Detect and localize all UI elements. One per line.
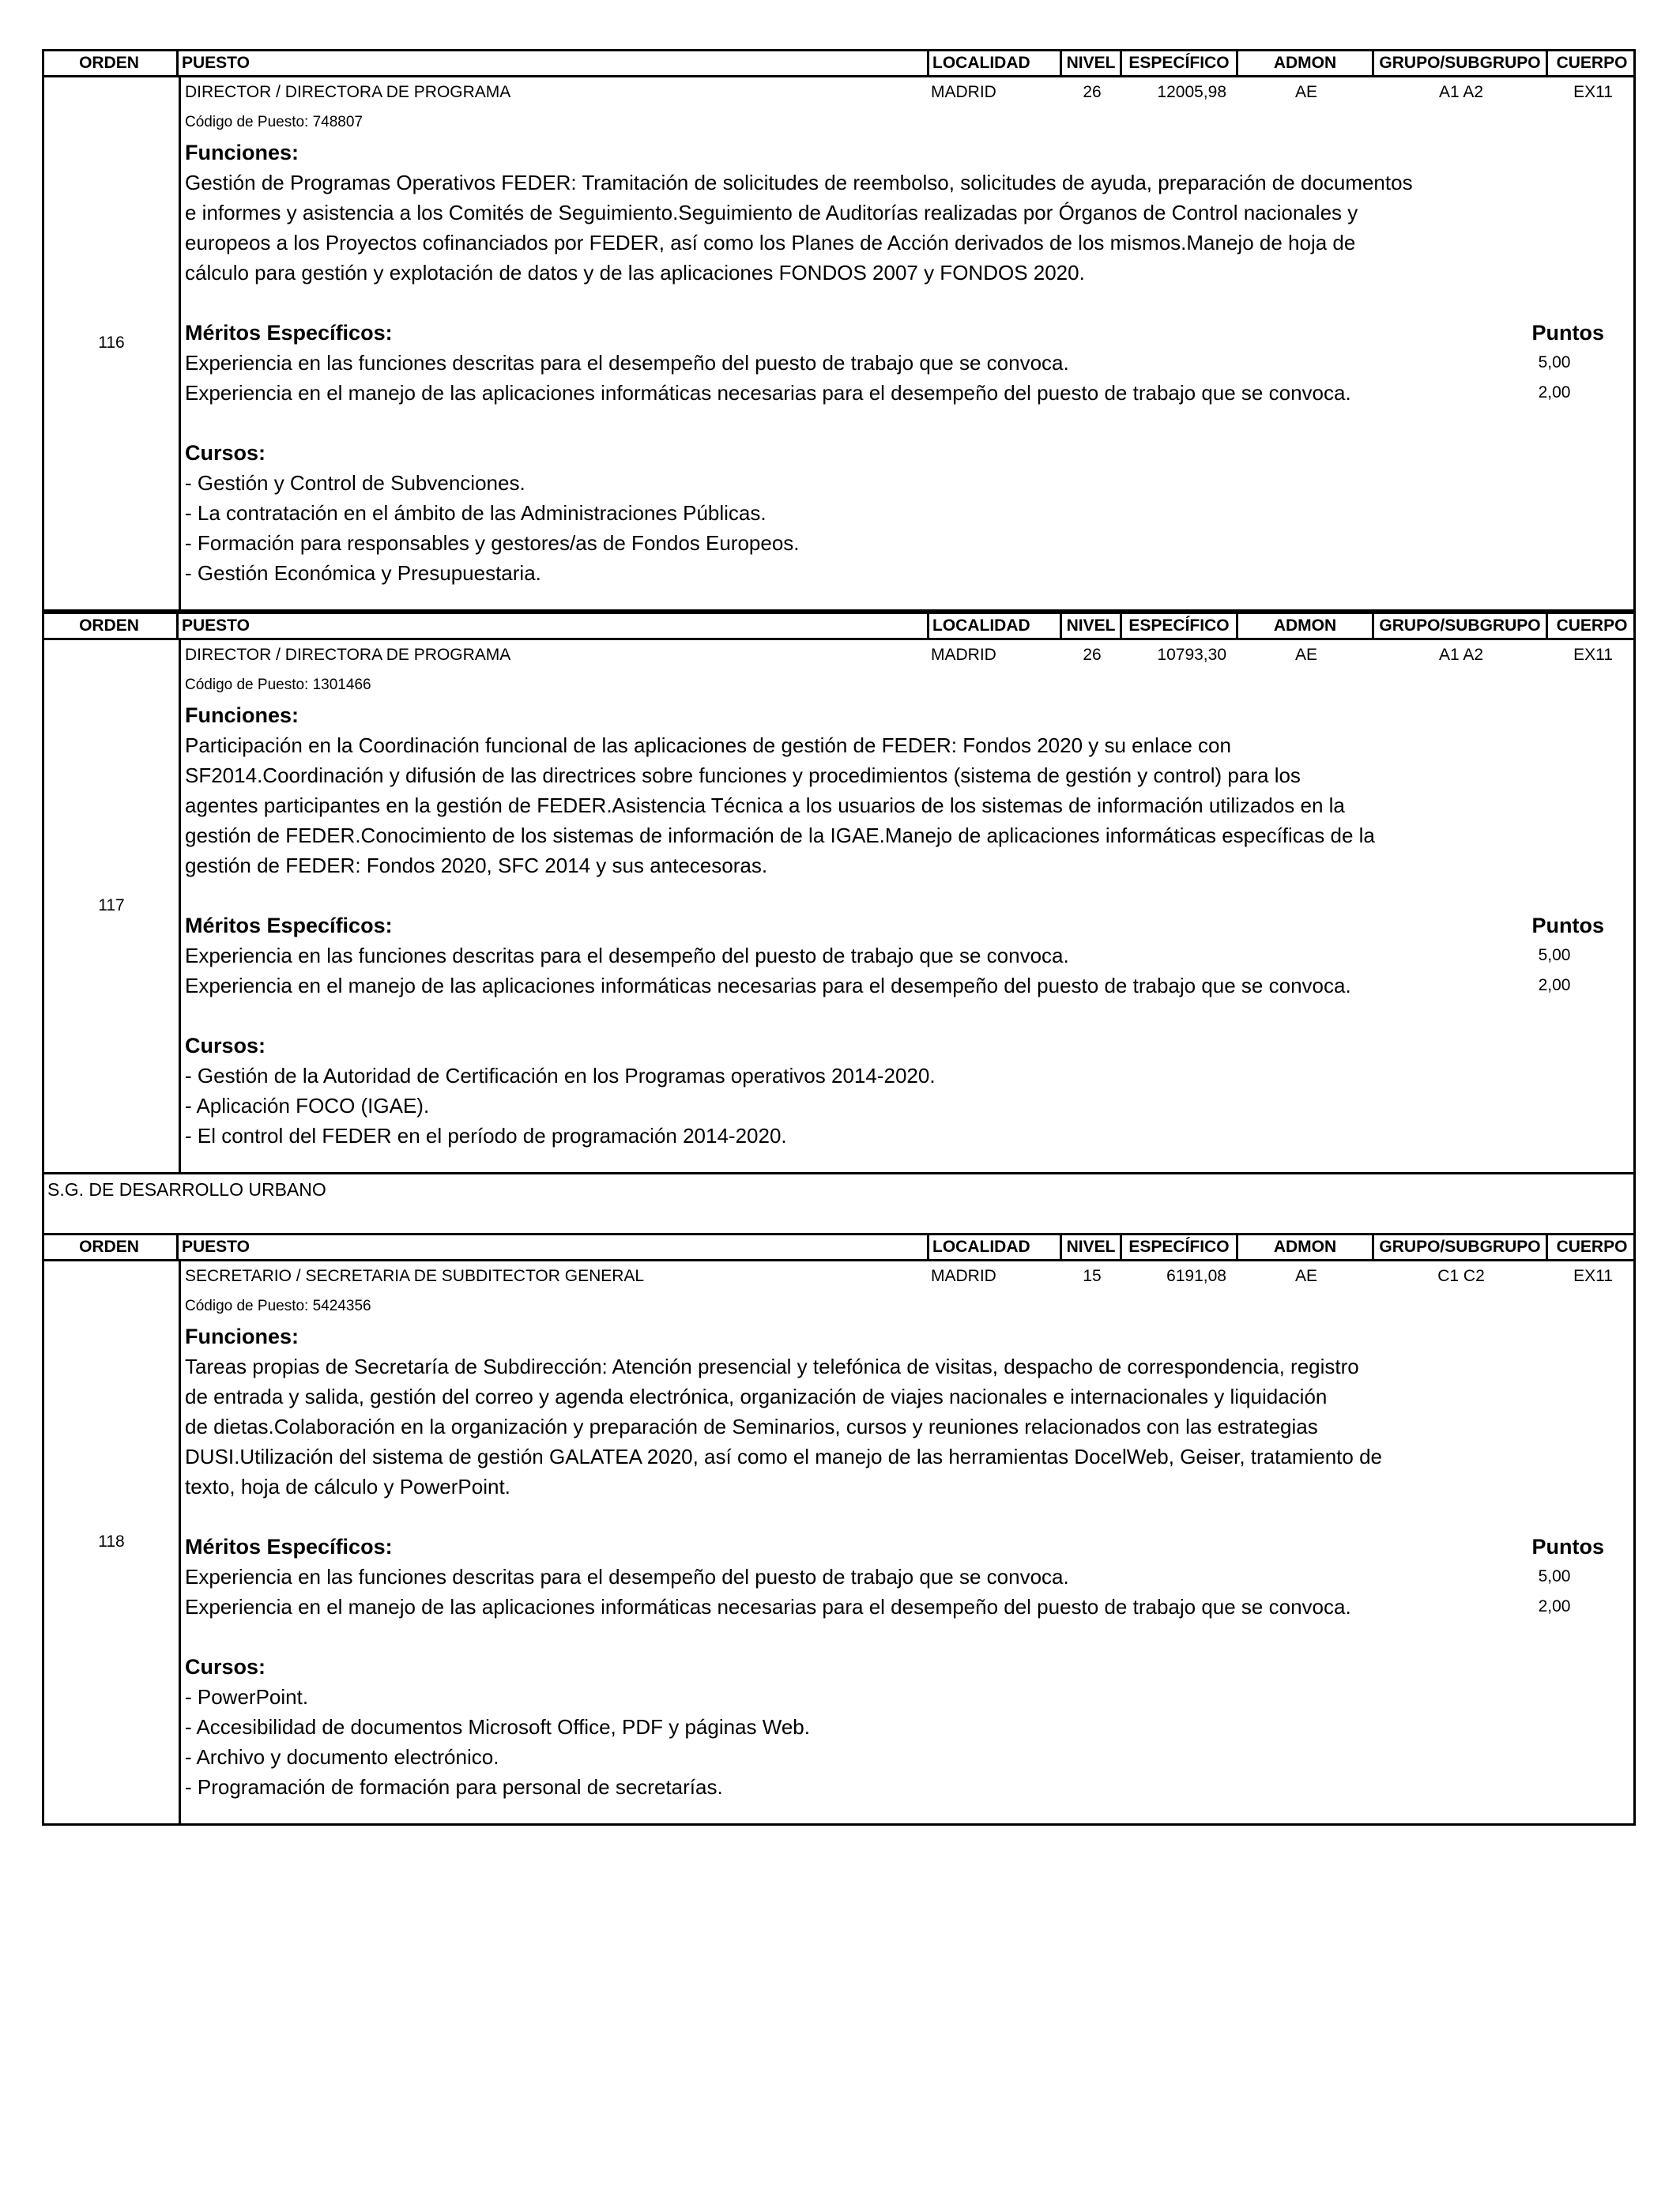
job-code: Código de Puesto: 748807 (185, 114, 363, 130)
job-nivel: 15 (1083, 1267, 1102, 1285)
puntos-heading: Puntos (1531, 1535, 1604, 1559)
header-grupo: GRUPO/SUBGRUPO (1372, 1235, 1546, 1259)
job-admon: AE (1294, 646, 1317, 664)
header-especifico: ESPECÍFICO (1120, 614, 1236, 638)
funciones-line: Gestión de Programas Operativos FEDER: Tramitación de solicitudes de reembolso, solicitudes de ayuda, preparación de documentos (185, 171, 1413, 194)
table-header (42, 49, 1636, 77)
job-localidad: MADRID (931, 1267, 996, 1285)
meritos-title: Méritos Específicos: (185, 321, 393, 345)
job-code: Código de Puesto: 1301466 (185, 677, 371, 693)
merito-points: 2,00 (1538, 976, 1571, 994)
funciones-heading: Funciones: (185, 1325, 299, 1348)
cursos-heading: Cursos: (185, 441, 266, 465)
curso-item: - Gestión y Control de Subvenciones. (185, 471, 525, 495)
column-divider (179, 1261, 181, 1823)
merito-row (185, 1562, 1633, 1592)
job-summary-row (185, 77, 1633, 107)
curso-item: - Aplicación FOCO (IGAE). (185, 1094, 430, 1118)
spacer (185, 1001, 1633, 1031)
funciones-line: de dietas.Colaboración en la organización y preparación de Seminarios, cursos y reuniones relacionados con las estrategias (185, 1415, 1318, 1438)
job-grupo: C1 C2 (1437, 1267, 1485, 1285)
job-especifico: 12005,98 (1157, 83, 1226, 101)
job-content (185, 77, 1633, 612)
funciones-line: europeos a los Proyectos cofinanciados por FEDER, así como los Planes de Acción derivados de los mismos.Manejo de hoja de (185, 231, 1356, 254)
spacer (185, 880, 1633, 910)
orden-number: 117 (98, 896, 125, 914)
header-nivel: NIVEL (1060, 1235, 1120, 1259)
job-especifico: 10793,30 (1157, 646, 1226, 664)
orden-number: 116 (98, 334, 125, 352)
header-admon: ADMON (1236, 51, 1372, 75)
header-localidad: LOCALIDAD (927, 1235, 1063, 1259)
funciones-line: Tareas propias de Secretaría de Subdirección: Atención presencial y telefónica de visitas, despacho de correspondencia, registro (185, 1355, 1359, 1378)
merito-text: Experiencia en el manejo de las aplicaciones informáticas necesarias para el desempeño del puesto de trabajo que se convoca. (185, 1595, 1351, 1619)
curso-item: - Programación de formación para personal de secretarías. (185, 1775, 723, 1799)
funciones-line: agentes participantes en la gestión de FEDER.Asistencia Técnica a los usuarios de los sistemas de información utilizados en la (185, 794, 1345, 817)
meritos-heading (185, 910, 1633, 941)
header-grupo: GRUPO/SUBGRUPO (1372, 614, 1546, 638)
job-nivel: 26 (1083, 646, 1102, 664)
header-admon: ADMON (1236, 614, 1372, 638)
curso-item: - Formación para responsables y gestores/as de Fondos Europeos. (185, 531, 800, 555)
curso-item: - PowerPoint. (185, 1685, 309, 1709)
job-content (185, 1261, 1633, 1826)
merito-points: 5,00 (1538, 946, 1571, 964)
job-entry (42, 77, 1636, 612)
spacer (185, 1622, 1633, 1652)
header-localidad: LOCALIDAD (927, 51, 1063, 75)
curso-item: - Archivo y documento electrónico. (185, 1745, 499, 1769)
merito-row (185, 378, 1633, 408)
funciones-heading: Funciones: (185, 703, 299, 727)
funciones-line: Participación en la Coordinación funcional de las aplicaciones de gestión de FEDER: Fondos 2020 y su enlace con (185, 733, 1231, 757)
header-orden: ORDEN (79, 616, 139, 635)
curso-item: - El control del FEDER en el período de programación 2014-2020. (185, 1124, 787, 1148)
job-entry (42, 640, 1636, 1174)
job-localidad: MADRID (931, 83, 996, 101)
job-admon: AE (1294, 1267, 1317, 1285)
job-puesto: SECRETARIO / SECRETARIA DE SUBDITECTOR GENERAL (185, 1267, 645, 1285)
meritos-heading (185, 1532, 1633, 1562)
funciones-line: cálculo para gestión y explotación de datos y de las aplicaciones FONDOS 2007 y FONDOS 2020. (185, 261, 1085, 285)
job-admon: AE (1294, 83, 1317, 101)
merito-row (185, 348, 1633, 378)
funciones-heading: Funciones: (185, 141, 299, 164)
header-puesto: PUESTO (176, 51, 930, 75)
merito-row (185, 941, 1633, 971)
header-grupo: GRUPO/SUBGRUPO (1372, 51, 1546, 75)
column-divider (179, 77, 181, 609)
job-cuerpo: EX11 (1573, 646, 1613, 664)
job-code: Código de Puesto: 5424356 (185, 1298, 371, 1314)
header-nivel: NIVEL (1060, 614, 1120, 638)
header-cuerpo: CUERPO (1546, 614, 1636, 638)
header-especifico: ESPECÍFICO (1120, 1235, 1236, 1259)
curso-item: - Gestión Económica y Presupuestaria. (185, 561, 541, 585)
funciones-line: DUSI.Utilización del sistema de gestión GALATEA 2020, así como el manejo de las herramientas DocelWeb, Geiser, tratamiento de (185, 1445, 1382, 1468)
merito-row (185, 971, 1633, 1001)
merito-points: 2,00 (1538, 1597, 1571, 1615)
puntos-heading: Puntos (1531, 321, 1604, 345)
job-summary-row (185, 640, 1633, 670)
merito-text: Experiencia en las funciones descritas para el desempeño del puesto de trabajo que se convoca. (185, 944, 1069, 967)
curso-item: - Accesibilidad de documentos Microsoft Office, PDF y páginas Web. (185, 1715, 810, 1739)
meritos-title: Méritos Específicos: (185, 914, 393, 937)
meritos-heading (185, 318, 1633, 348)
spacer (185, 1502, 1633, 1532)
merito-text: Experiencia en el manejo de las aplicaciones informáticas necesarias para el desempeño del puesto de trabajo que se convoca. (185, 974, 1351, 997)
job-cuerpo: EX11 (1573, 83, 1613, 101)
merito-text: Experiencia en el manejo de las aplicaciones informáticas necesarias para el desempeño del puesto de trabajo que se convoca. (185, 381, 1351, 405)
merito-text: Experiencia en las funciones descritas para el desempeño del puesto de trabajo que se convoca. (185, 1565, 1069, 1589)
document-page (42, 49, 1636, 1826)
job-localidad: MADRID (931, 646, 996, 664)
funciones-line: texto, hoja de cálculo y PowerPoint. (185, 1475, 510, 1498)
merito-text: Experiencia en las funciones descritas para el desempeño del puesto de trabajo que se convoca. (185, 351, 1069, 375)
job-cuerpo: EX11 (1573, 1267, 1613, 1285)
header-admon: ADMON (1236, 1235, 1372, 1259)
puntos-heading: Puntos (1531, 914, 1604, 937)
curso-item: - La contratación en el ámbito de las Administraciones Públicas. (185, 501, 767, 525)
funciones-line: gestión de FEDER.Conocimiento de los sistemas de información de la IGAE.Manejo de aplicaciones informáticas específicas de la (185, 824, 1375, 847)
cursos-heading: Cursos: (185, 1655, 266, 1679)
orden-number: 118 (98, 1532, 125, 1551)
header-puesto: PUESTO (176, 1235, 930, 1259)
header-puesto: PUESTO (176, 614, 930, 638)
job-puesto: DIRECTOR / DIRECTORA DE PROGRAMA (185, 646, 511, 664)
merito-row (185, 1592, 1633, 1622)
job-especifico: 6191,08 (1166, 1267, 1226, 1285)
job-grupo: A1 A2 (1438, 646, 1484, 664)
header-nivel: NIVEL (1060, 51, 1120, 75)
spacer (185, 408, 1633, 438)
job-puesto: DIRECTOR / DIRECTORA DE PROGRAMA (185, 83, 511, 101)
funciones-line: SF2014.Coordinación y difusión de las directrices sobre funciones y procedimientos (sistema de gestión y control) para los (185, 763, 1301, 787)
header-orden: ORDEN (79, 54, 139, 72)
meritos-title: Méritos Específicos: (185, 1535, 393, 1559)
job-content (185, 640, 1633, 1174)
header-cuerpo: CUERPO (1546, 1235, 1636, 1259)
header-orden: ORDEN (79, 1238, 139, 1256)
merito-points: 5,00 (1538, 353, 1571, 371)
job-grupo: A1 A2 (1438, 83, 1484, 101)
funciones-line: de entrada y salida, gestión del correo y agenda electrónica, organización de viajes nacionales e internacionales y liquidación (185, 1385, 1328, 1408)
header-cuerpo: CUERPO (1546, 51, 1636, 75)
section-heading: S.G. DE DESARROLLO URBANO (42, 1174, 1636, 1233)
funciones-line: e informes y asistencia a los Comités de Seguimiento.Seguimiento de Auditorías realizadas por Órganos de Control nacionales y (185, 201, 1358, 224)
curso-item: - Gestión de la Autoridad de Certificación en los Programas operativos 2014-2020. (185, 1064, 936, 1088)
merito-points: 2,00 (1538, 383, 1571, 401)
header-localidad: LOCALIDAD (927, 614, 1063, 638)
spacer (185, 288, 1633, 318)
table-header (42, 1233, 1636, 1261)
merito-points: 5,00 (1538, 1567, 1571, 1585)
job-entry (42, 1261, 1636, 1826)
job-summary-row (185, 1261, 1633, 1291)
header-especifico: ESPECÍFICO (1120, 51, 1236, 75)
table-header (42, 612, 1636, 640)
job-nivel: 26 (1083, 83, 1102, 101)
column-divider (179, 640, 181, 1172)
funciones-line: gestión de FEDER: Fondos 2020, SFC 2014 y sus antecesoras. (185, 854, 768, 877)
cursos-heading: Cursos: (185, 1034, 266, 1057)
